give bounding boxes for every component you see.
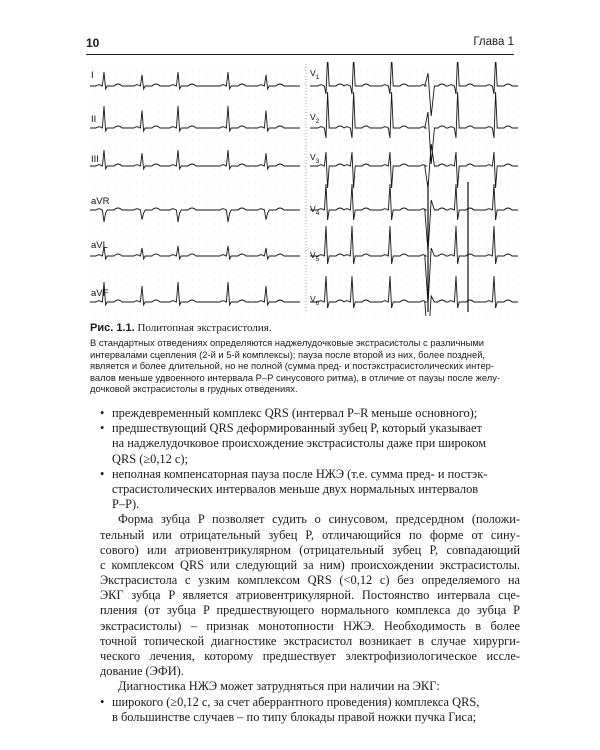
caption-line: В стандартных отведениях определяются наджелудочковые экстрасистолы с различными [90,337,485,348]
ecg-limb-trace [90,106,300,131]
caption-line: дочковой экстрасистолы в грудных отведениях. [90,383,298,395]
lead-label-v5: $V_5$ [310,250,320,263]
bullet-item [100,695,520,710]
bullet-text: широкого (≥0,12 с, за счет аберрантного проведения) комплекса QRS, [112,694,480,709]
lead-label-iii: III [91,154,99,165]
paragraph-line: тельный или отрицательный зубец P, отличающийся по форме от сину- [100,527,520,542]
ecg-limb-trace [90,246,300,259]
lead-label-v1: $V_1$ [310,68,320,81]
page-number: 10 [86,36,100,50]
caption-title-line [90,322,520,335]
body-text [100,406,520,725]
bullet-text: в большинстве случаев – по типу блокады правой ножки пучка Гиса; [112,709,477,724]
paragraph-p-wave [100,512,520,679]
bullet-text: преждевременный комплекс QRS (интервал P–R меньше основного); [112,406,478,420]
bullet-item-continuation [100,436,520,451]
bullet-item-continuation [100,482,520,497]
ecg-tracing [90,62,518,316]
bullet-text: P–P). [112,497,140,512]
ecg-chest-trace [310,184,518,252]
paragraph-line: Форма зубца P позволяет судить о синусовом, предсердном (положи- [118,512,520,527]
lead-label-i: I [91,70,94,81]
ecg-limb-trace [90,72,300,89]
bullet-list-difficulties [100,695,520,725]
bullet-item [100,467,520,482]
lead-label-avf: aVF [91,288,109,299]
bullet-item [100,406,520,421]
caption-title: Политопная экстрасистолия. [137,322,272,334]
paragraph-line: с комплексом QRS или следующий за ним) происхождении экстрасистолы. [100,557,520,572]
lead-label-v6: $V_6$ [310,294,320,307]
paragraph-line: ЭКГ зубца P является атриовентрикулярной. Постоянство интервала сце- [100,588,520,603]
bullet-text: предшествующий QRS деформированный зубец P, который указывает [112,421,482,436]
caption-line: является и более длительной, но не полной (сумма пред- и постэкстрасистолических интер- [90,360,495,372]
paragraph-line: пления (от зубца P предшествующего нормального комплекса до зубца P [100,603,520,618]
paragraph-line: экстрасистолы) – признак монотопности НЖЭ. Необходимость в более [100,618,520,633]
lead-label-v3: $V_3$ [310,152,320,165]
bullet-list-ecg-signs [100,406,520,512]
figure-caption [90,322,520,395]
ecg-limb-trace [90,282,300,305]
bullet-text: страсистолических интервалов меньше двух нормальных интервалов [112,481,479,496]
paragraph-diagnostics: Диагностика НЖЭ может затрудняться при наличии на ЭКГ: [118,679,440,694]
ecg-figure [90,62,518,316]
running-head [86,36,514,55]
bullet-item-continuation [100,710,520,725]
bullet-item-continuation [100,497,520,512]
bullet-dot-icon: • [100,421,105,436]
lead-label-v2: $V_2$ [310,112,320,125]
lead-label-ii: II [91,114,97,125]
caption-line: интервалами сцепления (2-й и 5-й комплексы); пауза после второй из них, более поздней, [90,348,486,360]
caption-text [90,337,520,395]
bullet-item [100,421,520,436]
paragraph-line: Экстрасистола с узким комплексом QRS (<0,12 с) без определяемого на [100,573,520,588]
bullet-dot-icon: • [100,406,105,420]
ecg-limb-trace [90,208,300,222]
bullet-item-continuation [100,452,520,467]
caption-line: валов меньше удвоенного интервала Р–Р синусового ритма), в отличие от паузы после желу- [90,371,501,383]
lead-label-v4: $V_4$ [310,204,320,217]
ecg-chest-trace [310,226,518,304]
bullet-text: QRS (≥0,12 с); [112,451,188,466]
ecg-limb-trace [90,150,300,169]
paragraph-line: сового) или атриовентрикулярном (отрицательный зубец P, совпадающий [100,542,520,557]
ecg-chest-trace [310,144,518,188]
ecg-chest-trace [310,62,518,116]
bullet-dot-icon: • [100,466,105,481]
bullet-text: неполная компенсаторная пауза после НЖЭ (т.е. сумма пред- и постэк- [112,466,488,481]
lead-label-avl: aVL [91,240,108,251]
ecg-chest-trace [310,92,518,164]
paragraph-line: ческого лечения, которому предшествует электрофизиологическое иссле- [100,649,520,663]
paragraph-line: дование (ЭФИ). [100,664,184,679]
chapter-title: Глава 1 [473,36,514,48]
caption-label: Рис. 1.1. [90,322,135,334]
lead-label-avr: aVR [91,196,110,207]
paragraph-line: точной топической диагностике экстрасистол возникает в случае хирурги- [100,633,520,648]
ecg-chest-trace [310,276,518,316]
bullet-text: на наджелудочковое происхождение экстрасистолы даже при широком [112,436,487,451]
bullet-dot-icon: • [100,694,105,709]
